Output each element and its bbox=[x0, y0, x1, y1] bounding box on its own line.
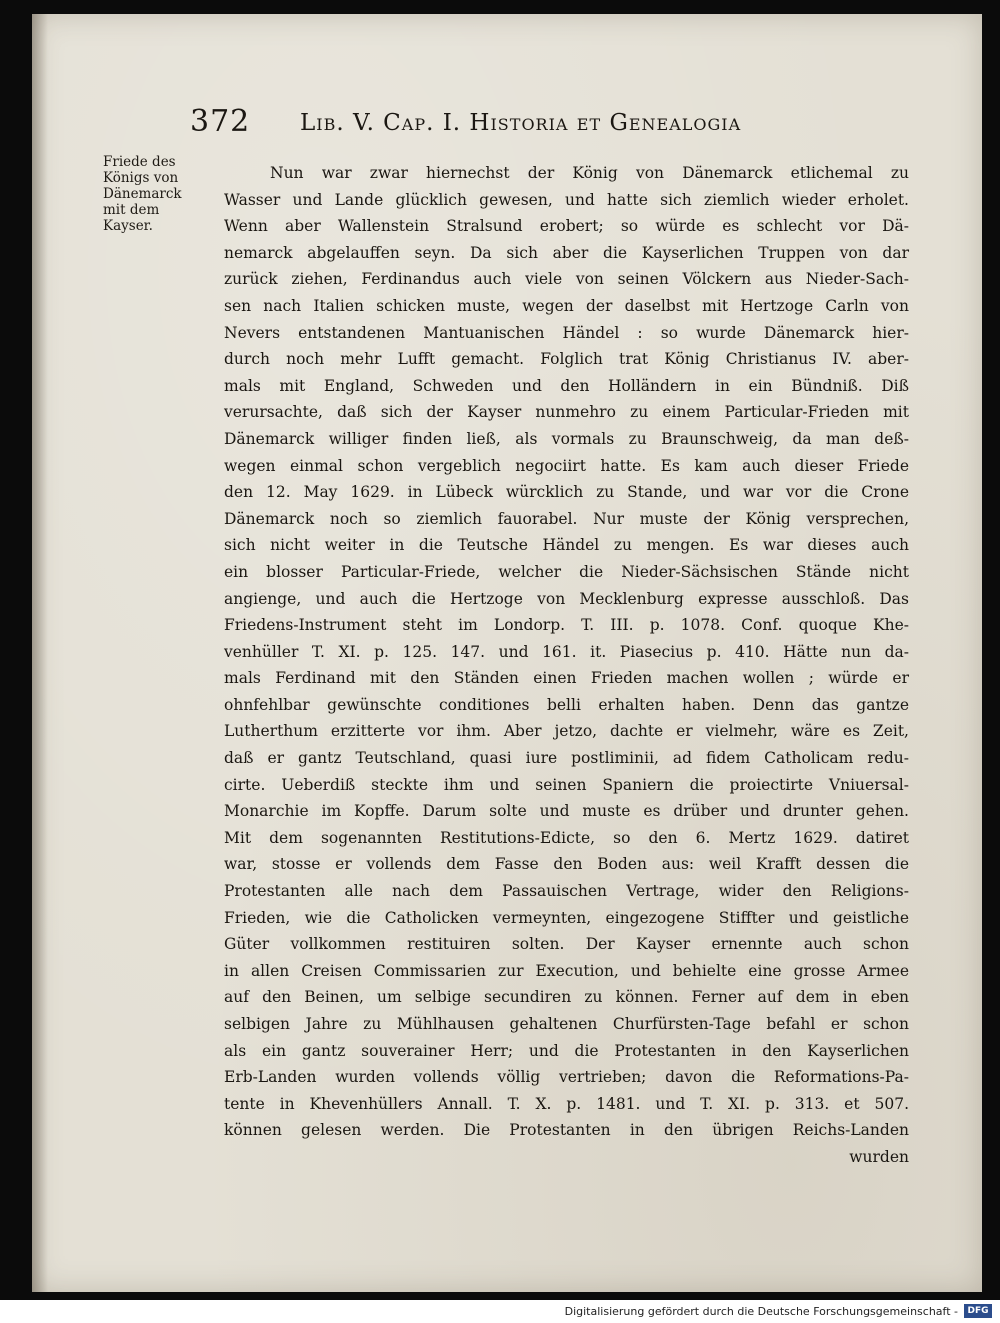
text-line: als ein gantz souverainer Herr; und die Protestanten in den Kayserlichen bbox=[224, 1041, 909, 1060]
running-head: Lib. V. Cap. I. Historia et Genealogia bbox=[300, 110, 742, 136]
text-line: Lutherthum erzitterte vor ihm. Aber jetzo, dachte er vielmehr, wäre es Zeit, bbox=[224, 722, 909, 741]
text-line: verursachte, daß sich der Kayser nunmehro zu einem Particular-Frieden mit bbox=[224, 403, 909, 422]
footer-bar bbox=[0, 1300, 1000, 1323]
text-line: Wenn aber Wallenstein Stralsund erobert; so würde es schlecht vor Dä- bbox=[224, 217, 909, 236]
marginal-note-line: Dänemarck bbox=[103, 186, 182, 202]
text-line: Nevers entstandenen Mantuanischen Händel : so wurde Dänemarck hier- bbox=[224, 323, 909, 342]
text-line: Monarchie im Kopffe. Darum solte und muste es drüber und drunter gehen. bbox=[224, 802, 909, 821]
text-line: Erb-Landen wurden vollends völlig vertrieben; davon die Reformations-Pa- bbox=[224, 1068, 909, 1087]
text-line: können gelesen werden. Die Protestanten in den übrigen Reichs-Landen bbox=[224, 1121, 909, 1140]
text-line: Friedens-Instrument steht im Londorp. T. III. p. 1078. Conf. quoque Khe- bbox=[224, 616, 909, 635]
marginal-note-line: mit dem bbox=[103, 202, 160, 218]
marginal-note-line: Königs von bbox=[103, 170, 179, 186]
marginal-note bbox=[103, 154, 198, 234]
text-line: durch noch mehr Lufft gemacht. Folglich trat König Christianus IV. aber- bbox=[224, 350, 909, 369]
text-line: mals Ferdinand mit den Ständen einen Frieden machen wollen ; würde er bbox=[224, 669, 909, 688]
text-line: Dänemarck williger finden ließ, als vormals zu Braunschweig, da man deß- bbox=[224, 429, 909, 448]
text-line: sich nicht weiter in die Teutsche Händel zu mengen. Es war dieses auch bbox=[224, 536, 909, 555]
text-line: tente in Khevenhüllers Annall. T. X. p. 1481. und T. XI. p. 313. et 507. bbox=[224, 1094, 909, 1113]
marginal-note-line: Kayser. bbox=[103, 218, 153, 234]
dfg-logo-icon: DFG bbox=[964, 1304, 992, 1318]
page-gutter-shadow bbox=[32, 14, 48, 1292]
page-number: 372 bbox=[190, 104, 251, 139]
text-line: Wasser und Lande glücklich gewesen, und hatte sich ziemlich wieder erholet. bbox=[224, 190, 909, 209]
text-line: Nun war zwar hiernechst der König von Dänemarck etlichemal zu bbox=[270, 164, 909, 182]
funding-credit: Digitalisierung gefördert durch die Deutsche Forschungsgemeinschaft - bbox=[564, 1305, 958, 1318]
text-line: angienge, und auch die Hertzoge von Mecklenburg expresse ausschloß. Das bbox=[224, 589, 909, 608]
text-line: ein blosser Particular-Friede, welcher die Nieder-Sächsischen Stände nicht bbox=[224, 562, 909, 581]
text-line: selbigen Jahre zu Mühlhausen gehaltenen Churfürsten-Tage befahl er schon bbox=[224, 1015, 909, 1033]
text-line: war, stosse er vollends dem Fasse den Boden aus: weil Krafft dessen die bbox=[224, 855, 909, 874]
text-line: venhüller T. XI. p. 125. 147. und 161. it. Piasecius p. 410. Hätte nun da- bbox=[224, 642, 909, 661]
text-line: Frieden, wie die Catholicken vermeynten, eingezogene Stiffter und geistliche bbox=[224, 908, 909, 927]
body-text bbox=[224, 160, 909, 1171]
text-line: Güter vollkommen restituiren solten. Der Kayser ernennte auch schon bbox=[224, 935, 909, 954]
text-line: Dänemarck noch so ziemlich fauorabel. Nur muste der König versprechen, bbox=[224, 509, 909, 528]
text-line: wegen einmal schon vergeblich negociirt hatte. Es kam auch dieser Friede bbox=[224, 456, 909, 475]
text-line: den 12. May 1629. in Lübeck würcklich zu Stande, und war vor die Crone bbox=[224, 483, 909, 502]
marginal-note-line: Friede des bbox=[103, 154, 176, 170]
text-line: auf den Beinen, um selbige secundiren zu können. Ferner auf dem in eben bbox=[224, 988, 909, 1007]
text-line: mals mit England, Schweden und den Holländern in ein Bündniß. Diß bbox=[224, 376, 909, 395]
text-line: zurück ziehen, Ferdinandus auch viele von seinen Völckern aus Nieder-Sach- bbox=[224, 270, 909, 289]
text-line: sen nach Italien schicken muste, wegen der daselbst mit Hertzoge Carln von bbox=[224, 296, 909, 315]
text-line: Protestanten alle nach dem Passauischen Vertrage, wider den Religions- bbox=[224, 882, 909, 901]
text-line: ohnfehlbar gewünschte conditiones belli erhalten haben. Denn das gantze bbox=[224, 695, 909, 714]
text-line: Mit dem sogenannten Restitutions-Edicte, so den 6. Mertz 1629. datiret bbox=[224, 828, 909, 847]
text-line: in allen Creisen Commissarien zur Execution, und behielte eine grosse Armee bbox=[224, 961, 909, 980]
text-line: daß er gantz Teutschland, quasi iure postliminii, ad fidem Catholicam redu- bbox=[224, 749, 909, 768]
page-header bbox=[190, 100, 800, 144]
catchword: wurden bbox=[849, 1147, 909, 1166]
text-line: cirte. Ueberdiß steckte ihm und seinen Spaniern die proiectirte Vniuersal- bbox=[224, 775, 909, 794]
text-line: nemarck abgelauffen seyn. Da sich aber die Kayserlichen Truppen von dar bbox=[224, 243, 909, 262]
